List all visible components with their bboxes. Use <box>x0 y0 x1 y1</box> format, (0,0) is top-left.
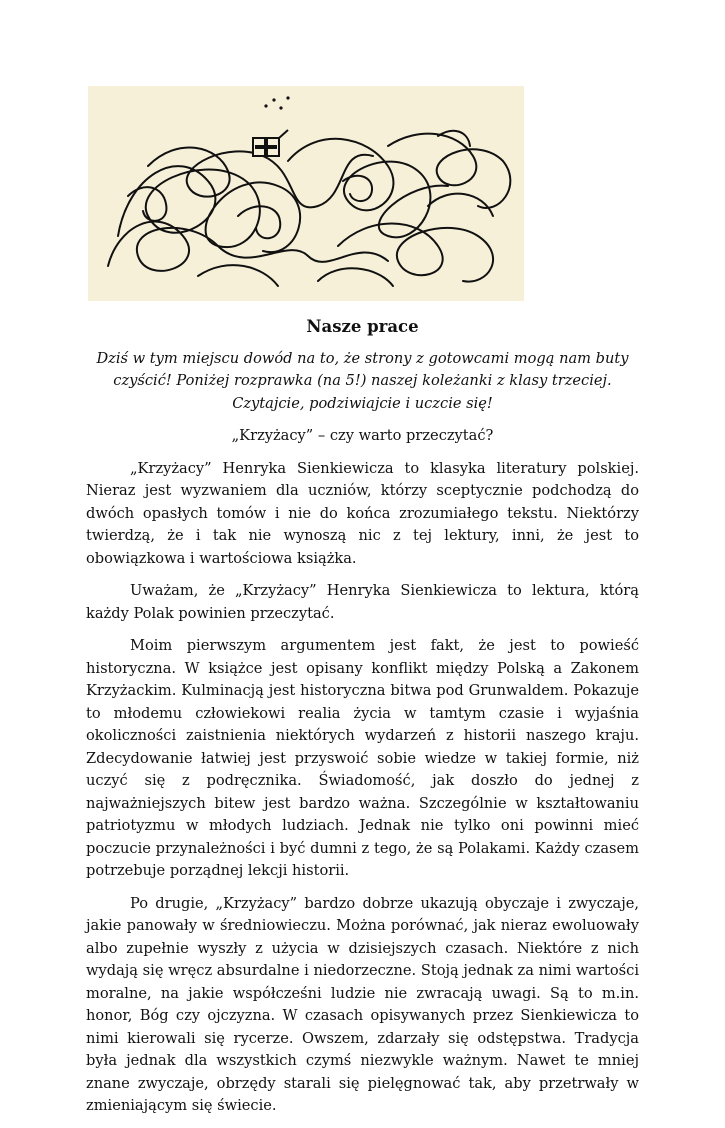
paragraph: Moim pierwszym argumentem jest fakt, że jest to powieść historyczna. W książce jest opisany konflikt między Polską a Zakonem Krzyżackim. Kulminacją jest historyczna bitwa pod Grunwaldem. Pokazuje to młodemu człowiekowi realia życia w tamtym czasie i wyjaśnia okoliczności zaistnienia niektórych wydarzeń z historii naszego kraju. Zdecydowanie łatwiej jest przyswoić sobie wiedze w takiej formie, niż uczyć się z podręcznika. Świadomość, jak doszło do jednej z najważniejszych bitew jest bardzo ważna. Szczególnie w kształtowaniu patriotyzmu w młodych ludziach. Jednak nie tylko oni powinni mieć poczucie przynależności i być dumni z tego, że są Polakami. Każdy czasem potrzebuje porządnej lekcji historii. <box>86 637 639 879</box>
paragraph: „Krzyżacy” Henryka Sienkiewicza to klasyka literatury polskiej. Nieraz jest wyzwaniem dla uczniów, którzy sceptycznie podchodzą do dwóch opasłych tomów i nie do końca zrozumiałego tekstu. Niektórzy twierdzą, że i tak nie wynoszą nic z tej lektury, inni, że jest to obowiązkowa i wartościowa książka. <box>86 459 639 567</box>
paragraph: Po drugie, „Krzyżacy” bardzo dobrze ukazują obyczaje i zwyczaje, jakie panowały w średniowieczu. Można porównać, jak nieraz ewoluowały albo zupełnie wyszły z użycia w dzisiejszych czasach. Niektóre z nich wydają się wręcz absurdalne i niedorzeczne. Stoją jednak za nimi wartości moralne, na jakie współcześni ludzie nie zwracają uwagi. Są to m.in. honor, Bóg czy ojczyzna. W czasach opisywanych przez Sienkiewicza to nimi kierowali się rycerze. Owszem, zdarzały się odstępstwa. Tradycja była jednak dla wszystkich czymś niezwykle ważnym. Nawet te mniej znane zwyczaje, obrzędy starali się pielęgnować tak, aby przetrwały w zmieniającym się świecie. <box>86 894 639 1114</box>
intro-text: Dziś w tym miejscu dowód na to, że strony z gotowcami mogą nam buty czyścić! Poniżej rozprawka (na 5!) naszej koleżanki z klasy trzeciej. Czytajcie, podziwiajcie i uczcie się! <box>96 349 629 412</box>
article-content <box>86 316 639 1128</box>
paragraph: Uważam, że „Krzyżacy” Henryka Sienkiewicza to lektura, którą każdy Polak powinien przeczytać. <box>86 582 639 622</box>
banner-icon <box>253 96 290 156</box>
battle-scribble-illustration <box>88 86 524 301</box>
essay-title: „Krzyżacy” – czy warto przeczytać? <box>231 427 494 444</box>
scribble-drawing <box>88 86 524 301</box>
page-title: Nasze prace <box>306 317 419 336</box>
